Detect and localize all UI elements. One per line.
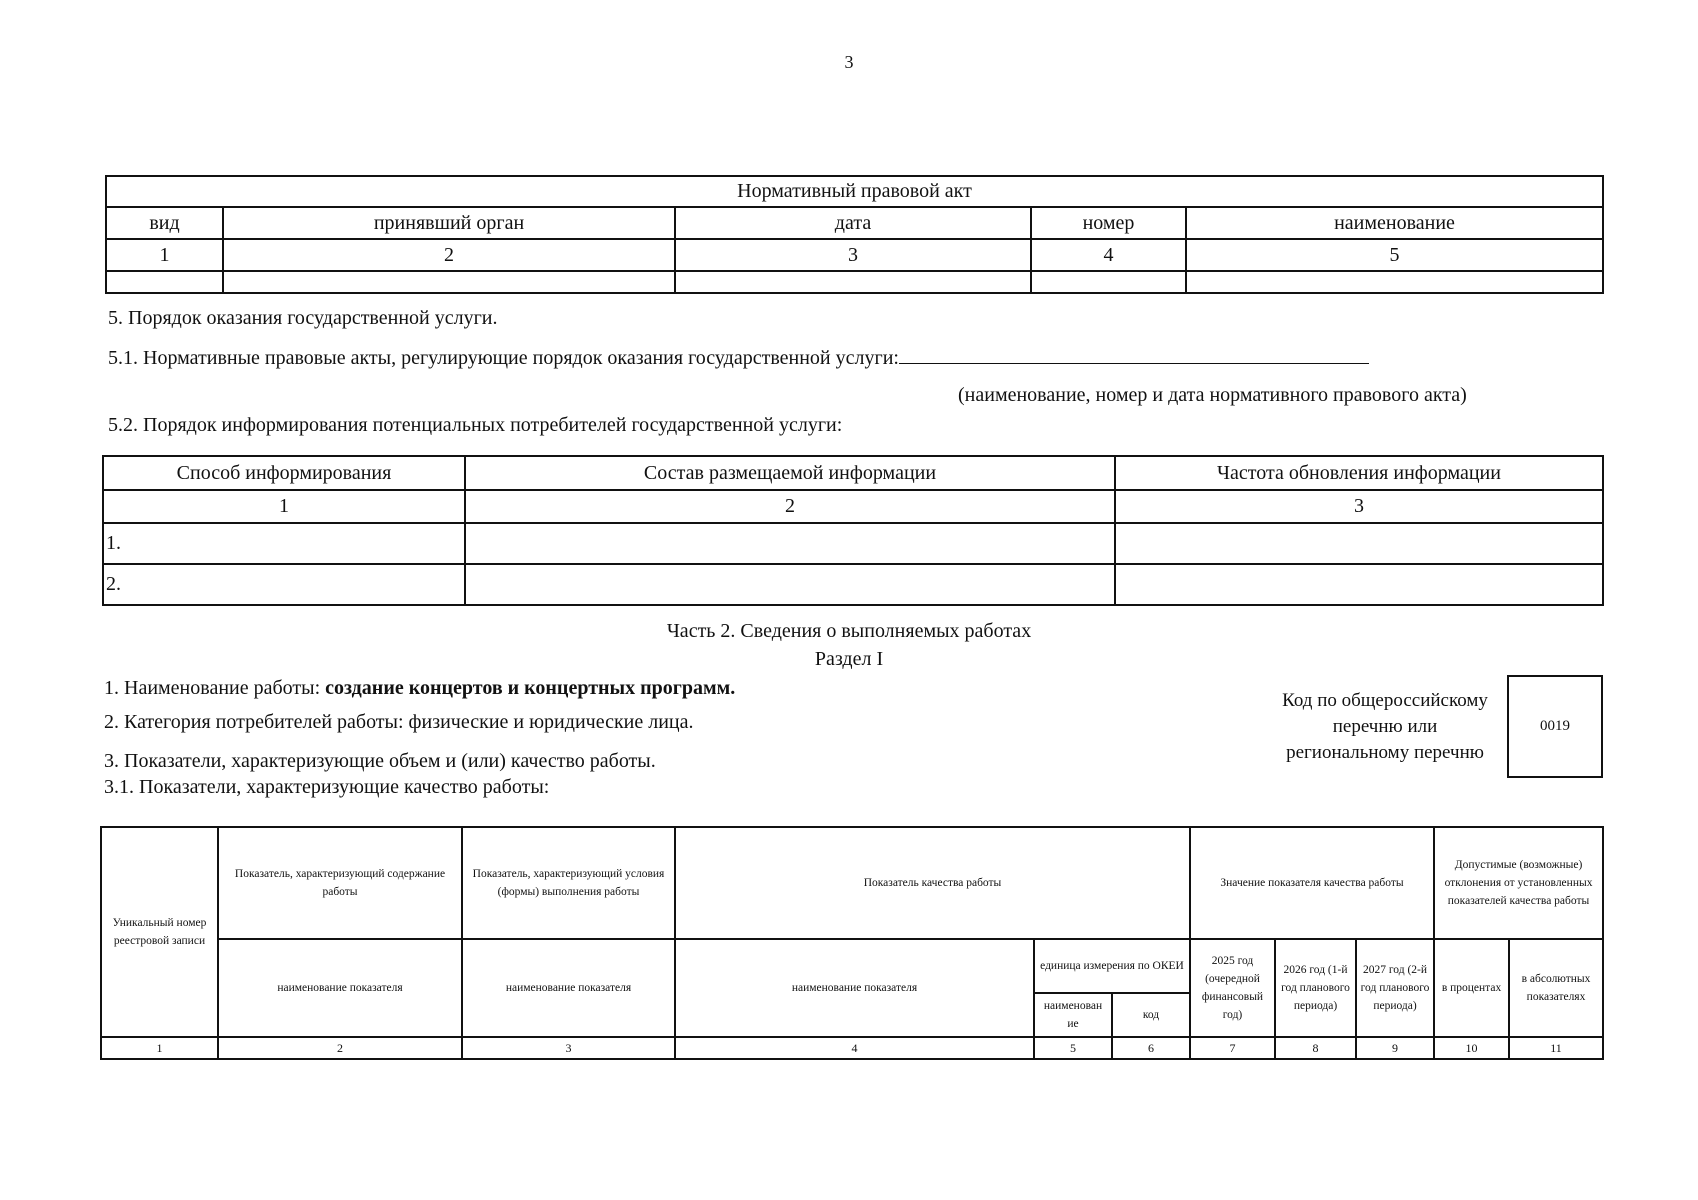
column-number: 4 (675, 1037, 1034, 1059)
conditions-indicator-name: наименование показателя (462, 939, 675, 1037)
column-header: Частота обновления информации (1115, 456, 1603, 490)
inform-table (102, 455, 1604, 606)
registry-code-label (1250, 688, 1520, 766)
empty-cell (1115, 564, 1603, 605)
conditions-indicator-header: Показатель, характеризующий условия (формы) выполнения работы (462, 827, 675, 939)
empty-cell (1115, 523, 1603, 564)
empty-cell (1031, 271, 1186, 293)
okei-unit-code-header: код (1112, 993, 1190, 1037)
column-number: 10 (1434, 1037, 1509, 1059)
registry-code-box: 0019 (1507, 675, 1603, 778)
section52-line: 5.2. Порядок информирования потенциальных потребителей государственной услуги: (108, 414, 843, 436)
column-header: наименование (1186, 207, 1603, 239)
column-number: 7 (1190, 1037, 1275, 1059)
registry-code-label-line: Код по общероссийскому (1282, 690, 1488, 711)
column-header: принявший орган (223, 207, 675, 239)
quality-indicator-header: Показатель качества работы (675, 827, 1190, 939)
year-2027-header: 2027 год (2-й год планового периода) (1356, 939, 1434, 1037)
column-header: номер (1031, 207, 1186, 239)
quality-table (100, 826, 1604, 1060)
section5-heading: 5. Порядок оказания государственной услуги. (108, 307, 498, 329)
consumer-category: 2. Категория потребителей работы: физические и юридические лица. (104, 711, 694, 733)
column-number: 4 (1031, 239, 1186, 271)
column-number: 1 (106, 239, 223, 271)
work-name-line (104, 677, 735, 700)
content-indicator-header: Показатель, характеризующий содержание работы (218, 827, 462, 939)
column-header: Способ информирования (103, 456, 465, 490)
okei-unit-name-header: наименован ие (1034, 993, 1112, 1037)
empty-cell (465, 523, 1115, 564)
deviation-percent-header: в процентах (1434, 939, 1509, 1037)
section51-text: 5.1. Нормативные правовые акты, регулирующие порядок оказания государственной услуги: (108, 347, 899, 369)
page-number: 3 (844, 52, 854, 72)
indicator-value-header: Значение показателя качества работы (1190, 827, 1434, 939)
legal-act-table-title: Нормативный правовой акт (106, 176, 1603, 207)
registry-code-label-line: перечню или (1332, 716, 1438, 737)
content-indicator-name: наименование показателя (218, 939, 462, 1037)
column-number: 5 (1034, 1037, 1112, 1059)
column-number: 3 (675, 239, 1031, 271)
okei-unit-header: единица измерения по ОКЕИ (1034, 939, 1190, 993)
column-number: 1 (101, 1037, 218, 1059)
empty-cell (1186, 271, 1603, 293)
legal-act-table (105, 175, 1604, 294)
column-header: дата (675, 207, 1031, 239)
section51-line (108, 345, 1369, 370)
column-header: Состав размещаемой информации (465, 456, 1115, 490)
registry-code-label-line: региональному перечню (1286, 742, 1484, 763)
row-number: 2. (103, 564, 465, 605)
part2-title: Часть 2. Сведения о выполняемых работах (666, 620, 1032, 642)
deviation-header: Допустимые (возможные) отклонения от установленных показателей качества работы (1434, 827, 1603, 939)
section51-caption: (наименование, номер и дата нормативного правового акта) (958, 384, 1467, 406)
column-number: 3 (462, 1037, 675, 1059)
column-header: вид (106, 207, 223, 239)
section-title: Раздел I (814, 648, 884, 670)
quality-indicators-heading: 3.1. Показатели, характеризующие качество работы: (104, 776, 550, 798)
empty-cell (106, 271, 223, 293)
column-number: 6 (1112, 1037, 1190, 1059)
column-number: 3 (1115, 490, 1603, 523)
section51-blank (899, 345, 1369, 364)
indicators-heading: 3. Показатели, характеризующие объем и (или) качество работы. (104, 750, 656, 772)
year-2026-header: 2026 год (1-й год планового периода) (1275, 939, 1356, 1037)
year-2025-header: 2025 год (очередной финансовый год) (1190, 939, 1275, 1037)
column-number: 11 (1509, 1037, 1603, 1059)
column-number: 2 (223, 239, 675, 271)
column-number: 8 (1275, 1037, 1356, 1059)
column-number: 2 (218, 1037, 462, 1059)
column-number: 5 (1186, 239, 1603, 271)
empty-cell (465, 564, 1115, 605)
quality-indicator-name: наименование показателя (675, 939, 1034, 1037)
work-name-value: создание концертов и концертных программ. (325, 677, 736, 699)
column-number: 9 (1356, 1037, 1434, 1059)
unique-number-header: Уникальный номер реестровой записи (101, 827, 218, 1037)
deviation-absolute-header: в абсолютных показателях (1509, 939, 1603, 1037)
column-number: 1 (103, 490, 465, 523)
column-number: 2 (465, 490, 1115, 523)
empty-cell (223, 271, 675, 293)
empty-cell (675, 271, 1031, 293)
work-name-label: 1. Наименование работы: (104, 677, 326, 699)
row-number: 1. (103, 523, 465, 564)
